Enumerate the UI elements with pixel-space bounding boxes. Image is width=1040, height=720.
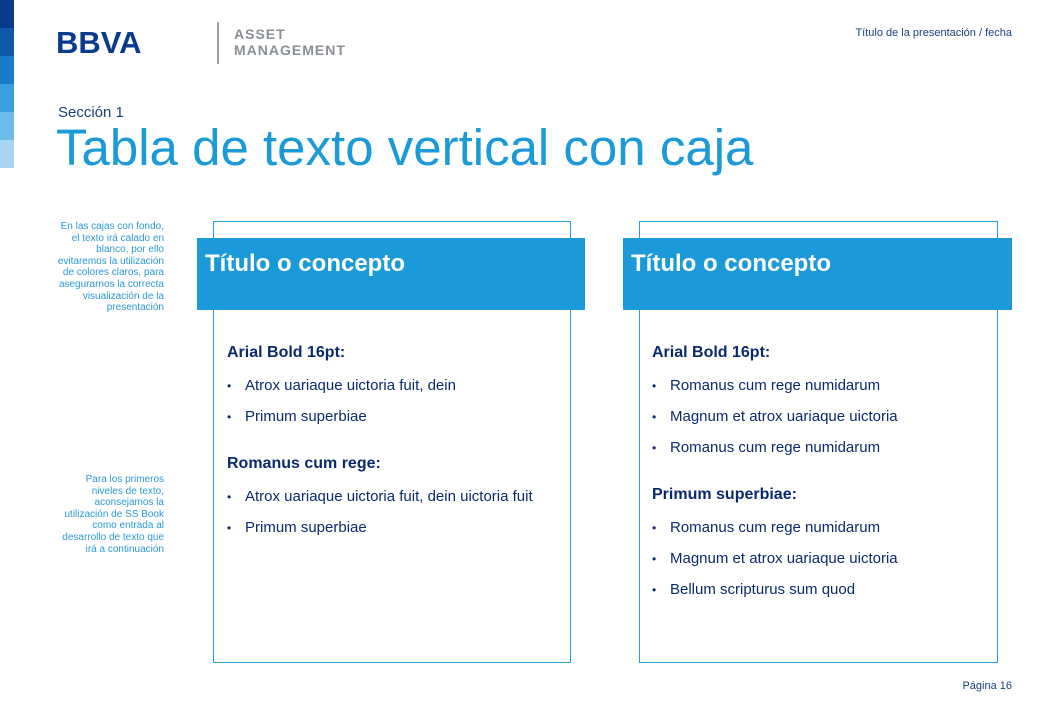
bullet-icon: •	[652, 521, 657, 535]
page-title: Tabla de texto vertical con caja	[56, 119, 754, 176]
presentation-title-date: Título de la presentación / fecha	[855, 27, 1012, 39]
section-label: Sección 1	[58, 104, 124, 121]
bullet-icon: •	[652, 552, 657, 566]
box-title-1: Título o concepto	[197, 238, 585, 310]
bullet-icon: •	[652, 441, 657, 455]
bullet-icon: •	[227, 379, 232, 393]
box1-group2-heading: Romanus cum rege:	[227, 455, 381, 472]
bullet-icon: •	[227, 490, 232, 504]
bullet-icon: •	[227, 521, 232, 535]
side-note-1: En las cajas con fondo, el texto irá calado en blanco, por ello evitaremos la utilización de colores claros, para asegurarnos la correcta visualización de la presentación	[57, 221, 164, 314]
list-item: • Atrox uariaque uictoria fuit, dein	[227, 377, 456, 394]
box-content-1	[227, 344, 557, 549]
list-item: • Atrox uariaque uictoria fuit, dein uictoria fuit	[227, 488, 533, 505]
logo-divider	[217, 22, 219, 64]
list-item: • Magnum et atrox uariaque uictoria	[652, 550, 898, 567]
bullet-icon: •	[227, 410, 232, 424]
logo-secondary-line2: MANAGEMENT	[234, 42, 346, 58]
list-item: • Bellum scripturus sum quod	[652, 581, 856, 598]
bullet-icon: •	[652, 583, 657, 597]
stripe-block-4	[0, 84, 14, 112]
stripe-block-5	[0, 112, 14, 140]
box2-group2-heading: Primum superbiae:	[652, 486, 797, 503]
bullet-icon: •	[652, 410, 657, 424]
box-title-2: Título o concepto	[623, 238, 1012, 310]
list-item: • Primum superbiae	[227, 519, 367, 536]
stripe-block-3	[0, 56, 14, 84]
logo-secondary	[234, 26, 346, 58]
list-item: • Primum superbiae	[227, 408, 367, 425]
box1-group1-heading: Arial Bold 16pt:	[227, 344, 346, 361]
list-item: • Magnum et atrox uariaque uictoria	[652, 408, 898, 425]
box-content-2	[652, 344, 972, 611]
page-number: Página 16	[962, 680, 1012, 692]
side-note-2: Para los primeros niveles de texto, aconsejamos la utilización de SS Book como entrada al desarrollo de texto que irá a continuación	[62, 474, 164, 555]
stripe-block-6	[0, 140, 14, 168]
bullet-icon: •	[652, 379, 657, 393]
list-item: • Romanus cum rege numidarum	[652, 377, 881, 394]
list-item: • Romanus cum rege numidarum	[652, 439, 881, 456]
stripe-block-2	[0, 28, 14, 56]
list-item: • Romanus cum rege numidarum	[652, 519, 881, 536]
stripe-block-1	[0, 0, 14, 28]
box2-group1-heading: Arial Bold 16pt:	[652, 344, 771, 361]
logo-secondary-line1: ASSET	[234, 26, 286, 42]
logo-primary: BBVA	[56, 25, 142, 60]
